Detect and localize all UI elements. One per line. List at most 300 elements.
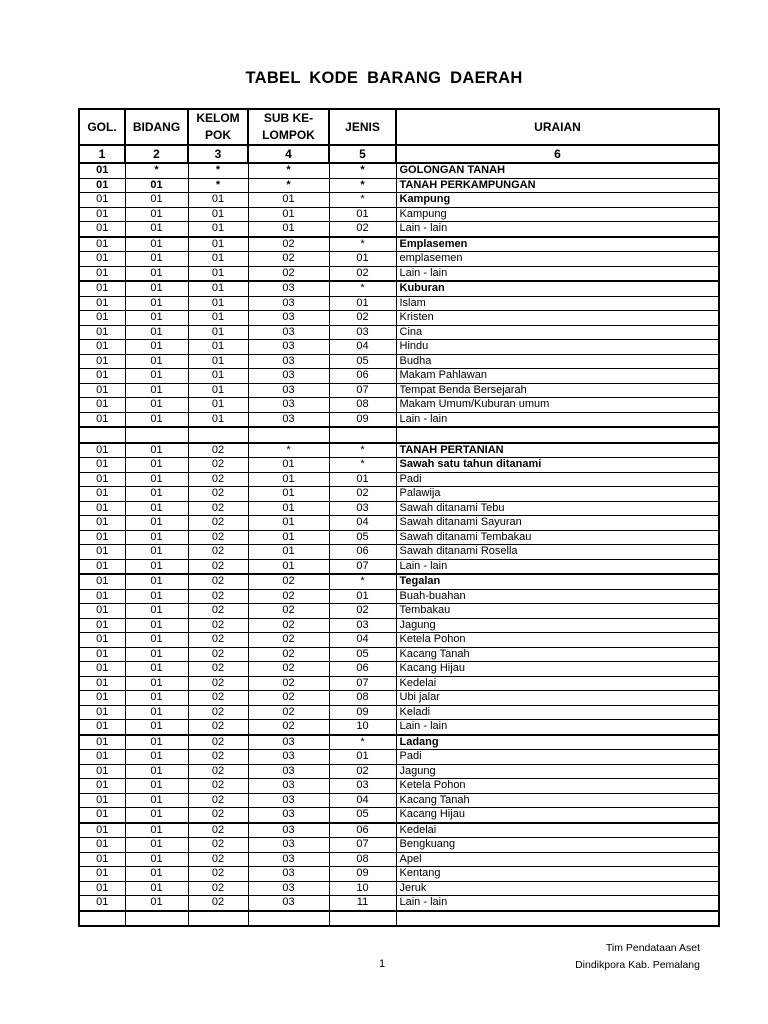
sub-kelompok-cell: 03 — [248, 281, 329, 296]
bidang-cell: 01 — [125, 472, 188, 487]
table-row — [79, 662, 719, 677]
kelompok-cell — [188, 911, 248, 927]
kelompok-cell: 02 — [188, 735, 248, 750]
bidang-cell: 01 — [125, 604, 188, 619]
sub-kelompok-cell: 03 — [248, 340, 329, 355]
column-number-row — [79, 145, 719, 163]
jenis-cell: 05 — [329, 647, 396, 662]
bidang-cell: 01 — [125, 574, 188, 589]
table-row — [79, 589, 719, 604]
jenis-cell: 07 — [329, 676, 396, 691]
table-row — [79, 633, 719, 648]
sub-kelompok-cell: 02 — [248, 691, 329, 706]
uraian-cell: Tembakau — [396, 604, 719, 619]
kelompok-cell: 02 — [188, 618, 248, 633]
gol-cell: 01 — [79, 808, 125, 823]
jenis-cell: 06 — [329, 823, 396, 838]
bidang-cell: 01 — [125, 823, 188, 838]
jenis-cell: 07 — [329, 838, 396, 853]
jenis-cell: 05 — [329, 530, 396, 545]
header-uraian: URAIAN — [396, 109, 719, 145]
bidang-cell: 01 — [125, 340, 188, 355]
sub-kelompok-cell: 02 — [248, 266, 329, 281]
jenis-cell: 02 — [329, 222, 396, 237]
bidang-cell: 01 — [125, 311, 188, 326]
bidang-cell: 01 — [125, 838, 188, 853]
table-row — [79, 559, 719, 574]
uraian-cell: Kacang Hijau — [396, 808, 719, 823]
kelompok-cell: 02 — [188, 867, 248, 882]
kelompok-cell: 02 — [188, 779, 248, 794]
uraian-cell: Islam — [396, 296, 719, 311]
kelompok-cell: 02 — [188, 559, 248, 574]
kelompok-cell: 01 — [188, 340, 248, 355]
table-row — [79, 764, 719, 779]
kelompok-cell: 01 — [188, 325, 248, 340]
gol-cell: 01 — [79, 487, 125, 502]
gol-cell: 01 — [79, 412, 125, 427]
gol-cell: 01 — [79, 325, 125, 340]
sub-kelompok-cell: 02 — [248, 676, 329, 691]
gol-cell: 01 — [79, 516, 125, 531]
table-row — [79, 501, 719, 516]
gol-cell: 01 — [79, 852, 125, 867]
jenis-cell: * — [329, 574, 396, 589]
gol-cell: 01 — [79, 266, 125, 281]
gol-cell: 01 — [79, 340, 125, 355]
sub-kelompok-cell: 02 — [248, 705, 329, 720]
sub-kelompok-cell: 03 — [248, 764, 329, 779]
sub-kelompok-cell: 03 — [248, 750, 329, 765]
jenis-cell: 03 — [329, 501, 396, 516]
jenis-cell: 01 — [329, 750, 396, 765]
uraian-cell: Budha — [396, 354, 719, 369]
kelompok-cell: 01 — [188, 222, 248, 237]
table-row — [79, 222, 719, 237]
uraian-cell: Lain - lain — [396, 720, 719, 735]
uraian-cell: Padi — [396, 750, 719, 765]
bidang-cell: 01 — [125, 354, 188, 369]
uraian-cell — [396, 427, 719, 443]
kelompok-cell: 02 — [188, 823, 248, 838]
uraian-cell: Ketela Pohon — [396, 779, 719, 794]
uraian-cell: Kacang Tanah — [396, 793, 719, 808]
kelompok-cell: 01 — [188, 412, 248, 427]
bidang-cell: 01 — [125, 662, 188, 677]
table-body — [79, 163, 719, 926]
table-row — [79, 545, 719, 560]
kelompok-cell: 01 — [188, 193, 248, 208]
sub-kelompok-cell: 01 — [248, 501, 329, 516]
sub-kelompok-cell: 01 — [248, 472, 329, 487]
kelompok-cell: 02 — [188, 472, 248, 487]
jenis-cell: * — [329, 443, 396, 458]
gol-cell: 01 — [79, 501, 125, 516]
gol-cell: 01 — [79, 867, 125, 882]
jenis-cell: 01 — [329, 207, 396, 222]
table-row — [79, 808, 719, 823]
gol-cell: 01 — [79, 574, 125, 589]
kelompok-cell — [188, 427, 248, 443]
bidang-cell: 01 — [125, 779, 188, 794]
table-row — [79, 296, 719, 311]
column-number: 4 — [248, 145, 329, 163]
uraian-cell: Ketela Pohon — [396, 633, 719, 648]
table-row — [79, 472, 719, 487]
gol-cell: 01 — [79, 618, 125, 633]
header-sub-kelompok: SUB KE- LOMPOK — [248, 109, 329, 145]
kelompok-cell: 02 — [188, 838, 248, 853]
table-row — [79, 193, 719, 208]
bidang-cell: 01 — [125, 633, 188, 648]
bidang-cell: 01 — [125, 443, 188, 458]
jenis-cell: 01 — [329, 296, 396, 311]
sub-kelompok-cell: 01 — [248, 516, 329, 531]
bidang-cell: 01 — [125, 501, 188, 516]
gol-cell: 01 — [79, 705, 125, 720]
sub-kelompok-cell: 02 — [248, 647, 329, 662]
sub-kelompok-cell: 03 — [248, 383, 329, 398]
uraian-cell: Jagung — [396, 618, 719, 633]
jenis-cell: 02 — [329, 487, 396, 502]
kelompok-cell: 01 — [188, 266, 248, 281]
sub-kelompok-cell: 01 — [248, 530, 329, 545]
gol-cell: 01 — [79, 369, 125, 384]
uraian-cell: Keladi — [396, 705, 719, 720]
gol-cell: 01 — [79, 237, 125, 252]
table-row — [79, 896, 719, 911]
table-row — [79, 443, 719, 458]
kelompok-cell: 02 — [188, 501, 248, 516]
table-row — [79, 207, 719, 222]
sub-kelompok-cell: 03 — [248, 793, 329, 808]
table-row — [79, 618, 719, 633]
jenis-cell — [329, 911, 396, 927]
kelompok-cell: 02 — [188, 808, 248, 823]
sub-kelompok-cell: 03 — [248, 779, 329, 794]
sub-kelompok-cell: * — [248, 443, 329, 458]
kelompok-cell: 02 — [188, 764, 248, 779]
sub-kelompok-cell: 01 — [248, 487, 329, 502]
sub-kelompok-cell: 01 — [248, 207, 329, 222]
uraian-cell: Kacang Hijau — [396, 662, 719, 677]
table-row — [79, 325, 719, 340]
bidang-cell: 01 — [125, 735, 188, 750]
bidang-cell: 01 — [125, 691, 188, 706]
gol-cell: 01 — [79, 559, 125, 574]
page-number: 1 — [378, 958, 386, 970]
gol-cell: 01 — [79, 691, 125, 706]
sub-kelompok-cell: 02 — [248, 237, 329, 252]
jenis-cell: 09 — [329, 867, 396, 882]
gol-cell: 01 — [79, 793, 125, 808]
gol-cell: 01 — [79, 472, 125, 487]
jenis-cell: * — [329, 178, 396, 193]
sub-kelompok-cell: 02 — [248, 662, 329, 677]
kelompok-cell: 02 — [188, 705, 248, 720]
table-row — [79, 852, 719, 867]
kelompok-cell: 02 — [188, 516, 248, 531]
header-kelompok: KELOM POK — [188, 109, 248, 145]
sub-kelompok-cell: 03 — [248, 838, 329, 853]
table-row — [79, 604, 719, 619]
uraian-cell: TANAH PERTANIAN — [396, 443, 719, 458]
uraian-cell: Lain - lain — [396, 412, 719, 427]
uraian-cell: Tegalan — [396, 574, 719, 589]
bidang-cell: 01 — [125, 852, 188, 867]
sub-kelompok-cell: 03 — [248, 823, 329, 838]
sub-kelompok-cell: 03 — [248, 311, 329, 326]
table-row — [79, 163, 719, 178]
gol-cell: 01 — [79, 354, 125, 369]
jenis-cell: 10 — [329, 881, 396, 896]
jenis-cell: 07 — [329, 383, 396, 398]
kelompok-cell: 02 — [188, 662, 248, 677]
sub-kelompok-cell: 03 — [248, 852, 329, 867]
jenis-cell: 08 — [329, 398, 396, 413]
kelompok-cell: 02 — [188, 604, 248, 619]
jenis-cell: 10 — [329, 720, 396, 735]
kelompok-cell: 01 — [188, 281, 248, 296]
bidang-cell — [125, 911, 188, 927]
sub-kelompok-cell: 02 — [248, 720, 329, 735]
gol-cell: 01 — [79, 633, 125, 648]
gol-cell: 01 — [79, 735, 125, 750]
gol-cell: 01 — [79, 398, 125, 413]
uraian-cell: Sawah ditanami Tebu — [396, 501, 719, 516]
bidang-cell: 01 — [125, 750, 188, 765]
kelompok-cell: 01 — [188, 369, 248, 384]
sub-kelompok-cell: 01 — [248, 193, 329, 208]
gol-cell: 01 — [79, 545, 125, 560]
table-row — [79, 354, 719, 369]
bidang-cell: 01 — [125, 881, 188, 896]
gol-cell: 01 — [79, 676, 125, 691]
jenis-cell: 05 — [329, 354, 396, 369]
sub-kelompok-cell: 02 — [248, 589, 329, 604]
kelompok-cell: 02 — [188, 852, 248, 867]
uraian-cell: Makam Umum/Kuburan umum — [396, 398, 719, 413]
jenis-cell: * — [329, 163, 396, 178]
jenis-cell: 02 — [329, 764, 396, 779]
bidang-cell: 01 — [125, 530, 188, 545]
bidang-cell: 01 — [125, 764, 188, 779]
uraian-cell: Sawah ditanami Rosella — [396, 545, 719, 560]
bidang-cell: 01 — [125, 296, 188, 311]
gol-cell: 01 — [79, 296, 125, 311]
table-row — [79, 178, 719, 193]
uraian-cell: Makam Pahlawan — [396, 369, 719, 384]
jenis-cell: 01 — [329, 252, 396, 267]
uraian-cell: TANAH PERKAMPUNGAN — [396, 178, 719, 193]
sub-kelompok-cell: 02 — [248, 604, 329, 619]
table-row — [79, 398, 719, 413]
header-jenis: JENIS — [329, 109, 396, 145]
sub-kelompok-cell: * — [248, 163, 329, 178]
gol-cell: 01 — [79, 838, 125, 853]
gol-cell: 01 — [79, 720, 125, 735]
jenis-cell: 01 — [329, 589, 396, 604]
gol-cell: 01 — [79, 750, 125, 765]
jenis-cell: 06 — [329, 662, 396, 677]
uraian-cell: Kuburan — [396, 281, 719, 296]
jenis-cell: 07 — [329, 559, 396, 574]
uraian-cell: Bengkuang — [396, 838, 719, 853]
bidang-cell: 01 — [125, 793, 188, 808]
uraian-cell: Lain - lain — [396, 559, 719, 574]
gol-cell: 01 — [79, 604, 125, 619]
table-row — [79, 237, 719, 252]
uraian-cell: Tempat Benda Bersejarah — [396, 383, 719, 398]
jenis-cell: 06 — [329, 545, 396, 560]
column-number: 6 — [396, 145, 719, 163]
sub-kelompok-cell: 01 — [248, 222, 329, 237]
sub-kelompok-cell: 03 — [248, 412, 329, 427]
uraian-cell: Kedelai — [396, 676, 719, 691]
bidang-cell: 01 — [125, 383, 188, 398]
gol-cell: 01 — [79, 530, 125, 545]
table-row — [79, 720, 719, 735]
jenis-cell: 01 — [329, 472, 396, 487]
uraian-cell: Emplasemen — [396, 237, 719, 252]
uraian-cell: Sawah ditanami Sayuran — [396, 516, 719, 531]
kelompok-cell: 02 — [188, 750, 248, 765]
bidang-cell: 01 — [125, 516, 188, 531]
table-row — [79, 281, 719, 296]
kelompok-cell: 02 — [188, 589, 248, 604]
bidang-cell: 01 — [125, 222, 188, 237]
bidang-cell: 01 — [125, 369, 188, 384]
uraian-cell: Sawah satu tahun ditanami — [396, 458, 719, 473]
uraian-cell: Sawah ditanami Tembakau — [396, 530, 719, 545]
kelompok-cell: 02 — [188, 633, 248, 648]
table-row — [79, 266, 719, 281]
jenis-cell: 08 — [329, 691, 396, 706]
jenis-cell: 02 — [329, 604, 396, 619]
kelompok-cell: 02 — [188, 676, 248, 691]
uraian-cell: Apel — [396, 852, 719, 867]
jenis-cell: 04 — [329, 516, 396, 531]
uraian-cell: Buah-buahan — [396, 589, 719, 604]
jenis-cell: 06 — [329, 369, 396, 384]
page-title: TABEL KODE BARANG DAERAH — [245, 69, 523, 87]
table-row — [79, 705, 719, 720]
bidang-cell: 01 — [125, 281, 188, 296]
bidang-cell: 01 — [125, 193, 188, 208]
uraian-cell: Cina — [396, 325, 719, 340]
blank-row — [79, 911, 719, 927]
jenis-cell: 02 — [329, 266, 396, 281]
footer-office: Dindikpora Kab. Pemalang — [575, 959, 700, 971]
gol-cell: 01 — [79, 207, 125, 222]
sub-kelompok-cell: 03 — [248, 808, 329, 823]
header-row — [79, 109, 719, 145]
kelompok-cell: 02 — [188, 896, 248, 911]
table-row — [79, 750, 719, 765]
header-bidang: BIDANG — [125, 109, 188, 145]
gol-cell: 01 — [79, 764, 125, 779]
gol-cell: 01 — [79, 178, 125, 193]
column-number: 1 — [79, 145, 125, 163]
kelompok-cell: 02 — [188, 574, 248, 589]
kelompok-cell: 02 — [188, 545, 248, 560]
jenis-cell: 04 — [329, 340, 396, 355]
bidang-cell: 01 — [125, 252, 188, 267]
bidang-cell: 01 — [125, 325, 188, 340]
uraian-cell: emplasemen — [396, 252, 719, 267]
kelompok-cell: 02 — [188, 691, 248, 706]
table-row — [79, 412, 719, 427]
uraian-cell: Ubi jalar — [396, 691, 719, 706]
jenis-cell: 03 — [329, 779, 396, 794]
bidang-cell: 01 — [125, 720, 188, 735]
table-row — [79, 881, 719, 896]
column-number: 5 — [329, 145, 396, 163]
sub-kelompok-cell: 01 — [248, 458, 329, 473]
bidang-cell: * — [125, 163, 188, 178]
sub-kelompok-cell: * — [248, 178, 329, 193]
sub-kelompok-cell: 02 — [248, 618, 329, 633]
kelompok-cell: 01 — [188, 311, 248, 326]
header-gol: GOL. — [79, 109, 125, 145]
table-row — [79, 735, 719, 750]
gol-cell — [79, 911, 125, 927]
blank-row — [79, 427, 719, 443]
jenis-cell: 05 — [329, 808, 396, 823]
gol-cell: 01 — [79, 662, 125, 677]
jenis-cell: 11 — [329, 896, 396, 911]
kelompok-cell: 02 — [188, 530, 248, 545]
table-row — [79, 647, 719, 662]
uraian-cell: Palawija — [396, 487, 719, 502]
sub-kelompok-cell: 01 — [248, 545, 329, 560]
gol-cell: 01 — [79, 647, 125, 662]
uraian-cell: GOLONGAN TANAH — [396, 163, 719, 178]
kelompok-cell: 01 — [188, 296, 248, 311]
bidang-cell: 01 — [125, 867, 188, 882]
table-row — [79, 487, 719, 502]
kelompok-cell: 01 — [188, 398, 248, 413]
table-row — [79, 838, 719, 853]
bidang-cell: 01 — [125, 896, 188, 911]
bidang-cell: 01 — [125, 559, 188, 574]
sub-kelompok-cell: 02 — [248, 574, 329, 589]
gol-cell: 01 — [79, 383, 125, 398]
gol-cell: 01 — [79, 311, 125, 326]
kelompok-cell: 01 — [188, 207, 248, 222]
gol-cell: 01 — [79, 443, 125, 458]
table-row — [79, 383, 719, 398]
gol-cell: 01 — [79, 589, 125, 604]
sub-kelompok-cell: 03 — [248, 325, 329, 340]
sub-kelompok-cell: 03 — [248, 896, 329, 911]
kelompok-cell: 02 — [188, 793, 248, 808]
uraian-cell: Lain - lain — [396, 266, 719, 281]
gol-cell: 01 — [79, 896, 125, 911]
jenis-cell: 03 — [329, 618, 396, 633]
table-row — [79, 793, 719, 808]
jenis-cell: 04 — [329, 633, 396, 648]
uraian-cell: Kampung — [396, 207, 719, 222]
jenis-cell: * — [329, 281, 396, 296]
bidang-cell: 01 — [125, 458, 188, 473]
gol-cell: 01 — [79, 252, 125, 267]
kelompok-cell: * — [188, 178, 248, 193]
sub-kelompok-cell: 03 — [248, 398, 329, 413]
bidang-cell: 01 — [125, 178, 188, 193]
bidang-cell: 01 — [125, 705, 188, 720]
jenis-cell — [329, 427, 396, 443]
